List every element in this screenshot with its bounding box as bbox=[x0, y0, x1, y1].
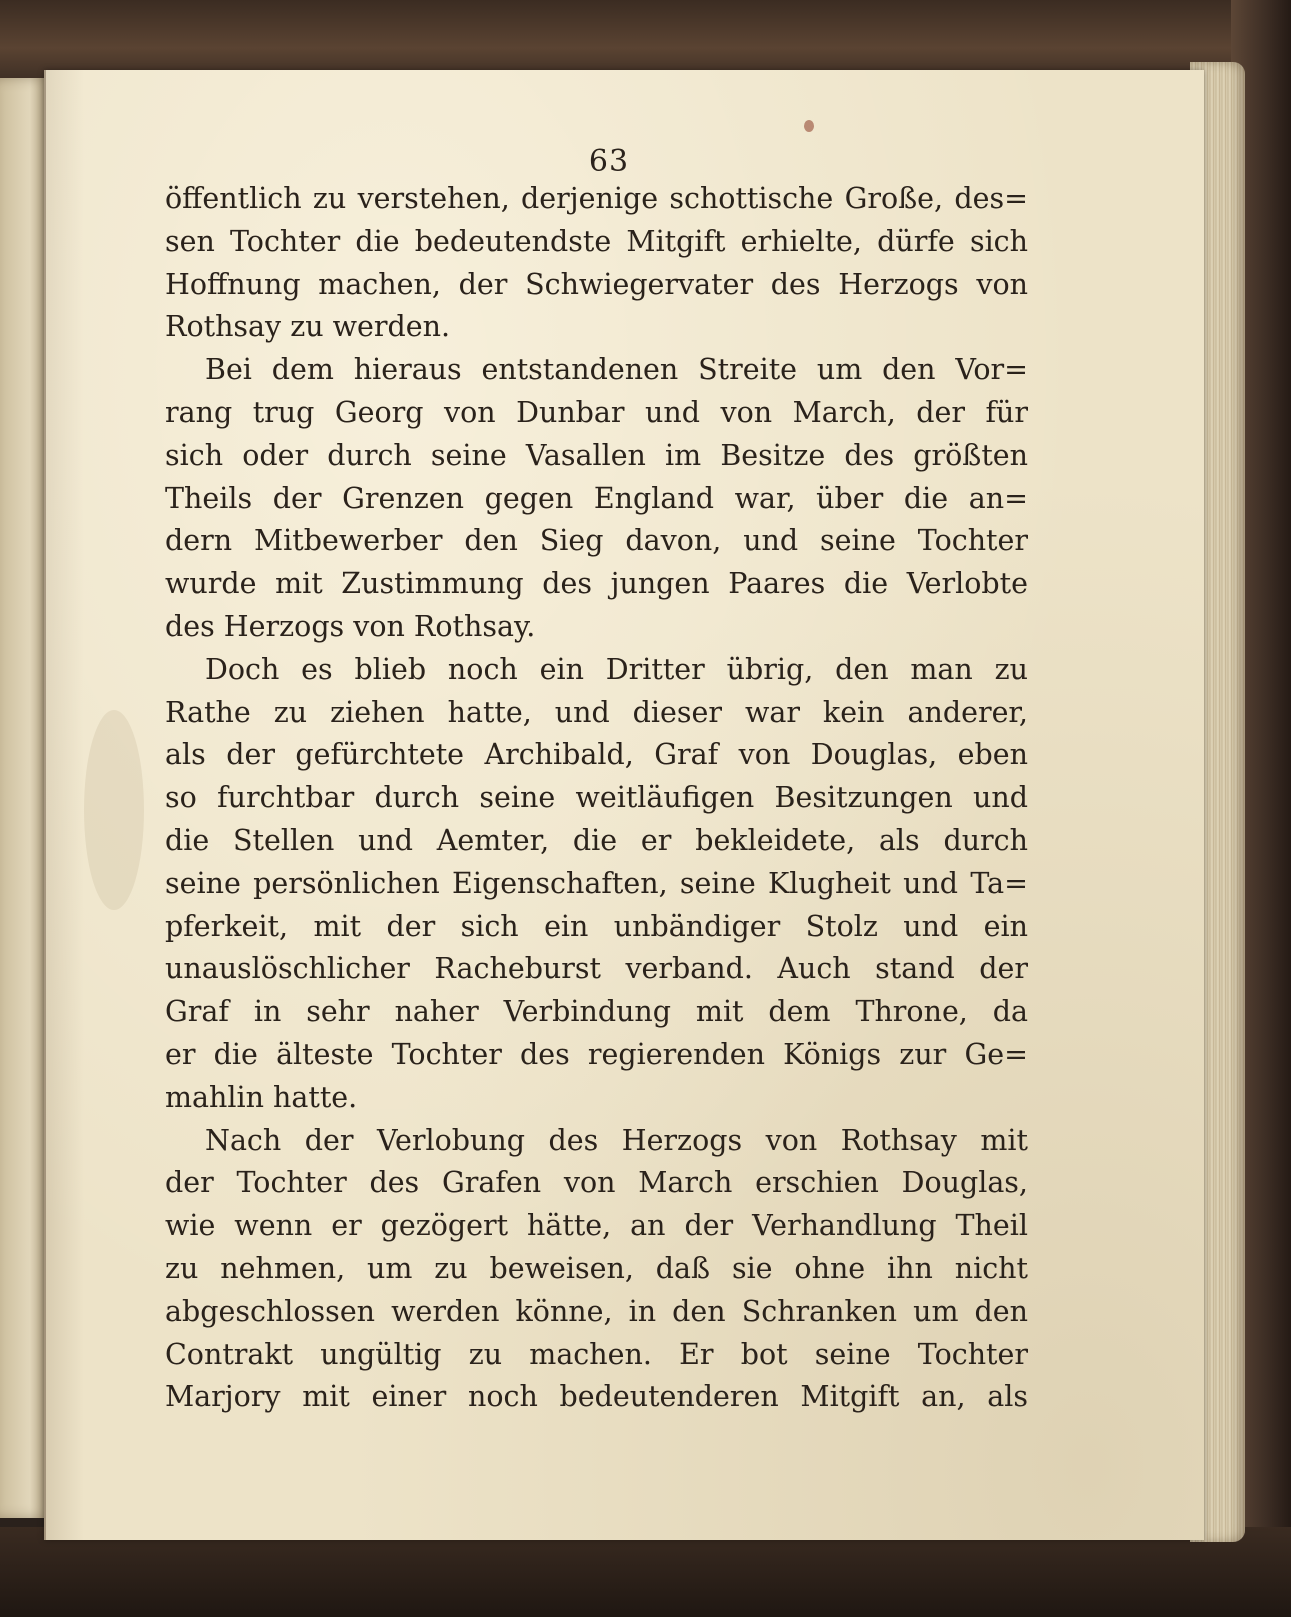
text-line: Doch es blieb noch ein Dritter übrig, den man zu bbox=[205, 652, 1028, 686]
text-line: sich oder durch seine Vasallen im Besitze des größten bbox=[165, 438, 1028, 472]
text-line: pferkeit, mit der sich ein unbändiger Stolz und ein bbox=[165, 909, 1028, 943]
text-line: Contrakt ungültig zu machen. Er bot seine Tochter bbox=[165, 1337, 1028, 1371]
text-line: wie wenn er gezögert hätte, an der Verhandlung Theil bbox=[165, 1209, 1028, 1243]
text-line: die Stellen und Aemter, die er bekleidete, als durch bbox=[165, 823, 1028, 857]
text-line: Theils der Grenzen gegen England war, über die an= bbox=[165, 481, 1028, 515]
book-cover-bottom bbox=[0, 1527, 1291, 1617]
text-line: öffentlich zu verstehen, derjenige schottische Große, des= bbox=[165, 182, 1028, 215]
facing-page-edge bbox=[0, 78, 50, 1518]
text-line: dern Mitbewerber den Sieg davon, und seine Tochter bbox=[165, 524, 1028, 558]
text-line: abgeschlossen werden könne, in den Schranken um den bbox=[165, 1294, 1028, 1328]
text-line: Rothsay zu werden. bbox=[165, 310, 451, 344]
page-text bbox=[165, 178, 1028, 1419]
text-line: seine persönlichen Eigenschaften, seine Klugheit und Ta= bbox=[165, 866, 1028, 900]
page-stain bbox=[84, 710, 144, 910]
text-line: mahlin hatte. bbox=[165, 1080, 358, 1114]
book-cover-top bbox=[0, 0, 1291, 80]
text-line: Marjory mit einer noch bedeutenderen Mitgift an, als bbox=[165, 1380, 1028, 1414]
text-line: unauslöschlicher Racheburst verband. Auch stand der bbox=[165, 952, 1028, 986]
text-line: er die älteste Tochter des regierenden Königs zur Ge= bbox=[165, 1037, 1028, 1071]
page-number: 63 bbox=[588, 144, 630, 179]
text-line: der Tochter des Grafen von March erschien Douglas, bbox=[165, 1166, 1028, 1200]
text-line: rang trug Georg von Dunbar und von March, der für bbox=[165, 395, 1028, 429]
gutter-shadow bbox=[44, 70, 46, 1540]
text-line: des Herzogs von Rothsay. bbox=[165, 609, 536, 643]
text-line: Hoffnung machen, der Schwiegervater des Herzogs von bbox=[165, 267, 1028, 301]
text-line: Rathe zu ziehen hatte, und dieser war kein anderer, bbox=[165, 695, 1028, 729]
text-line: so furchtbar durch seine weitläufigen Besitzungen und bbox=[165, 781, 1028, 815]
text-line: wurde mit Zustimmung des jungen Paares die Verlobte bbox=[165, 567, 1028, 601]
text-line: zu nehmen, um zu beweisen, daß sie ohne ihn nicht bbox=[165, 1251, 1028, 1285]
ink-spot bbox=[804, 120, 814, 132]
text-line: als der gefürchtete Archibald, Graf von Douglas, eben bbox=[165, 738, 1028, 772]
text-line: sen Tochter die bedeutendste Mitgift erhielte, dürfe sich bbox=[165, 224, 1028, 258]
text-line: Graf in sehr naher Verbindung mit dem Throne, da bbox=[165, 995, 1028, 1029]
text-line: Nach der Verlobung des Herzogs von Rothsay mit bbox=[205, 1123, 1028, 1157]
text-line: Bei dem hieraus entstandenen Streite um den Vor= bbox=[205, 353, 1028, 387]
book-page bbox=[44, 70, 1204, 1540]
